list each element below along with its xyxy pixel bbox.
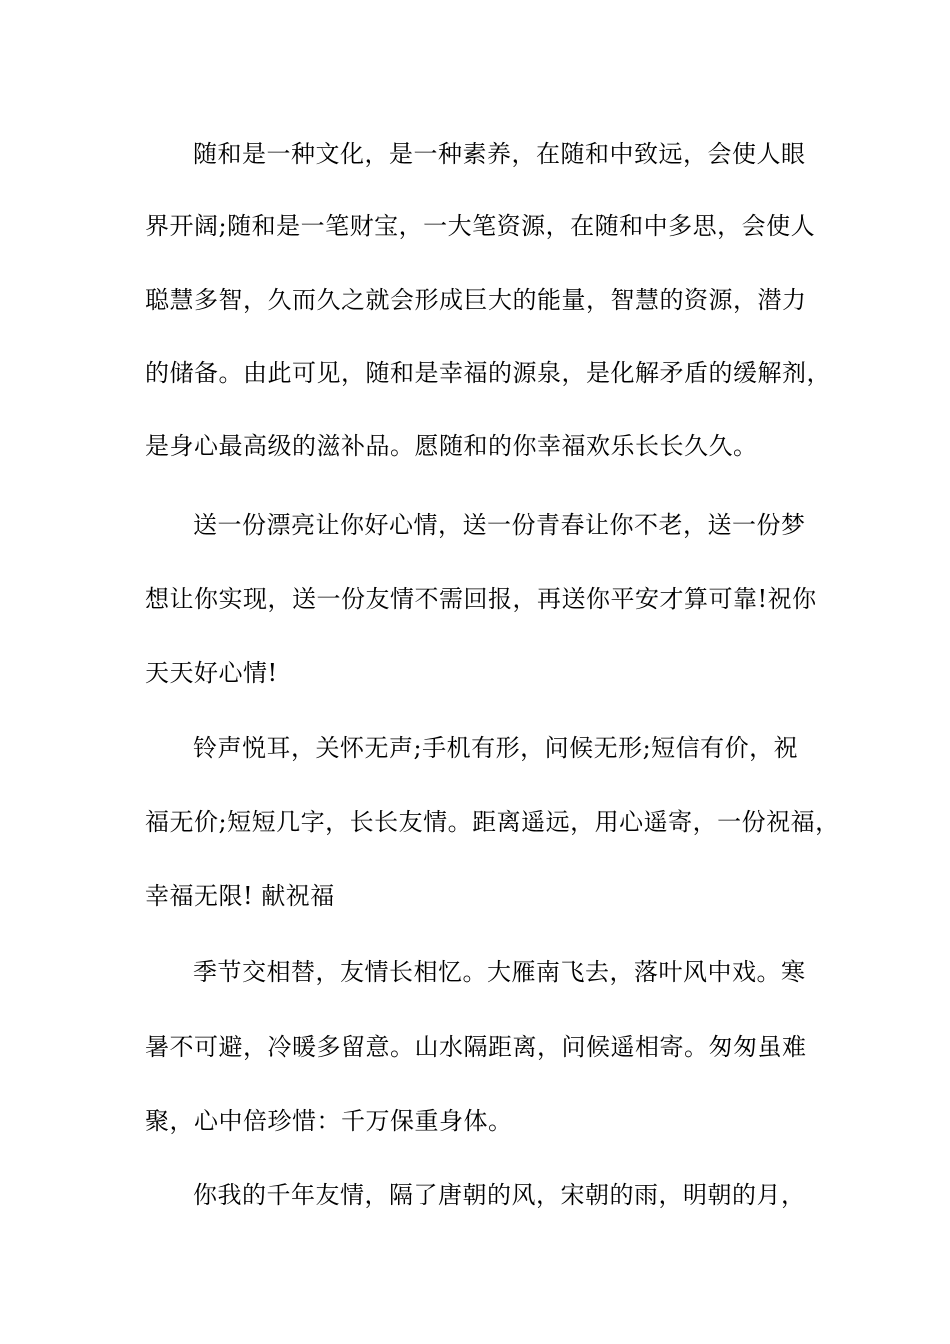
paragraph-1-line-5: 是身心最高级的滋补品。愿随和的你幸福欢乐长长久久。 bbox=[145, 432, 758, 460]
paragraph-2-line-2: 想让你实现，送一份友情不需回报，再送你平安才算可靠!祝你 bbox=[145, 585, 817, 613]
paragraph-1-line-1: 随和是一种文化，是一种素养，在随和中致远，会使人眼 bbox=[193, 140, 806, 168]
paragraph-1-line-4: 的储备。由此可见，随和是幸福的源泉，是化解矛盾的缓解剂， bbox=[145, 359, 831, 387]
paragraph-4-line-3: 聚，心中倍珍惜：千万保重身体。 bbox=[145, 1107, 513, 1135]
paragraph-3-line-3: 幸福无限! 献祝福 bbox=[145, 882, 335, 910]
paragraph-1-line-2: 界开阔;随和是一笔财宝，一大笔资源，在随和中多思，会使人 bbox=[145, 212, 816, 240]
paragraph-3-line-1: 铃声悦耳，关怀无声;手机有形，问候无形;短信有价，祝 bbox=[193, 734, 799, 762]
paragraph-5-line-1: 你我的千年友情，隔了唐朝的风，宋朝的雨，明朝的月， bbox=[193, 1181, 806, 1209]
paragraph-3-line-2: 福无价;短短几字，长长友情。距离遥远，用心遥寄，一份祝福， bbox=[145, 808, 840, 836]
paragraph-2-line-3: 天天好心情! bbox=[145, 659, 278, 687]
paragraph-4-line-2: 暑不可避，冷暖多留意。山水隔距离，问候遥相寄。匆匆虽难 bbox=[145, 1033, 807, 1061]
paragraph-2-line-1: 送一份漂亮让你好心情，送一份青春让你不老，送一份梦 bbox=[193, 511, 806, 539]
paragraph-4-line-1: 季节交相替，友情长相忆。大雁南飞去，落叶风中戏。寒 bbox=[193, 958, 806, 986]
paragraph-1-line-3: 聪慧多智，久而久之就会形成巨大的能量，智慧的资源，潜力 bbox=[145, 286, 807, 314]
